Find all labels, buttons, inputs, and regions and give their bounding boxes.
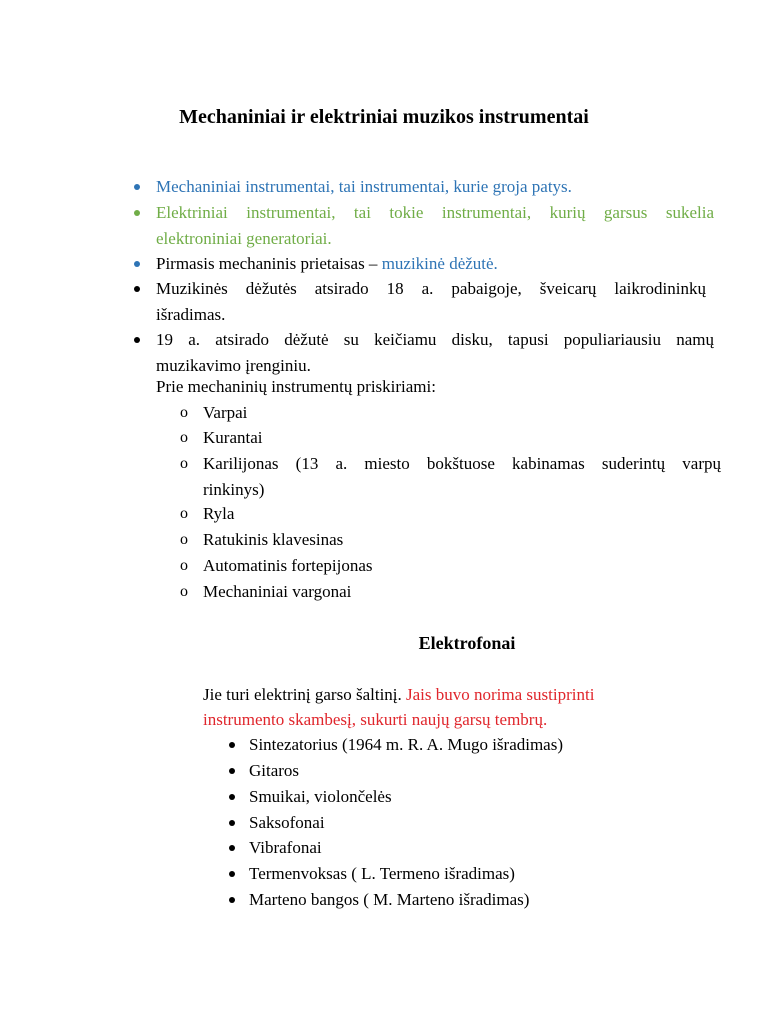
mechanical-item: Varpai xyxy=(203,403,248,422)
mechanical-item: Automatinis fortepijonas xyxy=(203,556,373,575)
section-intro-plain: Jie turi elektrinį garso šaltinį. xyxy=(203,685,407,704)
bullet-dot xyxy=(134,210,140,216)
page-title: Mechaniniai ir elektriniai muzikos instrumentai xyxy=(179,106,589,128)
bullet-text-3 xyxy=(156,251,498,277)
mechanical-item: Ratukinis klavesinas xyxy=(203,530,344,549)
electro-item: Gitaros xyxy=(249,761,300,780)
bullet-dot xyxy=(229,845,235,851)
mechanical-item-continued: rinkinys) xyxy=(203,480,265,499)
mechanical-item: Ryla xyxy=(203,504,235,523)
electro-item: Smuikai, violončelės xyxy=(249,787,392,806)
bullet-text-3-plain: Pirmasis mechaninis prietaisas – xyxy=(156,254,382,273)
bullet-text-3-highlight: muzikinė dėžutė. xyxy=(381,254,498,273)
bullet-dot xyxy=(134,286,140,292)
electro-item: Marteno bangos ( M. Marteno išradimas) xyxy=(249,890,530,909)
list-marker-circle: o xyxy=(180,505,188,522)
bullet-dot xyxy=(229,794,235,800)
bullet-text-5-line3: Prie mechaninių instrumentų priskiriami: xyxy=(156,377,436,396)
electro-item: Sintezatorius (1964 m. R. A. Mugo išradimas) xyxy=(249,735,564,754)
bullet-dot xyxy=(134,261,140,267)
mechanical-item: Mechaniniai vargonai xyxy=(203,582,352,601)
bullet-dot xyxy=(229,820,235,826)
bullet-dot xyxy=(134,184,140,190)
list-marker-circle: o xyxy=(180,583,188,600)
electro-item: Termenvoksas ( L. Termeno išradimas) xyxy=(249,864,515,883)
electro-item: Vibrafonai xyxy=(249,838,322,857)
electro-item: Saksofonai xyxy=(249,813,325,832)
bullet-text-5-line1: 19 a. atsirado dėžutė su keičiamu disku, tapusi populiariausiu namų xyxy=(156,330,714,349)
bullet-dot xyxy=(229,768,235,774)
bullet-text-2-line2: elektroniniai generatoriai. xyxy=(156,229,332,248)
bullet-dot xyxy=(134,337,140,343)
list-marker-circle: o xyxy=(180,429,188,446)
section-intro-line1 xyxy=(203,682,594,708)
section-intro-line2: instrumento skambesį, sukurti naujų garsų tembrų. xyxy=(203,710,548,729)
bullet-dot xyxy=(229,742,235,748)
bullet-text-4-line2: išradimas. xyxy=(156,305,226,324)
mechanical-item: Karilijonas (13 a. miesto bokštuose kabinamas suderintų varpų xyxy=(203,454,721,473)
bullet-dot xyxy=(229,871,235,877)
mechanical-item: Kurantai xyxy=(203,428,263,447)
bullet-text-4-line1: Muzikinės dėžutės atsirado 18 a. pabaigoje, šveicarų laikrodininkų xyxy=(156,279,706,298)
section-intro-highlight: Jais buvo norima sustiprinti xyxy=(406,685,595,704)
section-title: Elektrofonai xyxy=(418,633,516,653)
list-marker-circle: o xyxy=(180,531,188,548)
bullet-text-1: Mechaniniai instrumentai, tai instrumentai, kurie groja patys. xyxy=(156,177,572,196)
bullet-text-2-line1: Elektriniai instrumentai, tai tokie instrumentai, kurių garsus sukelia xyxy=(156,203,714,222)
list-marker-circle: o xyxy=(180,455,188,472)
list-marker-circle: o xyxy=(180,404,188,421)
bullet-text-5-line2: muzikavimo įrenginiu. xyxy=(156,356,311,375)
list-marker-circle: o xyxy=(180,557,188,574)
bullet-dot xyxy=(229,897,235,903)
